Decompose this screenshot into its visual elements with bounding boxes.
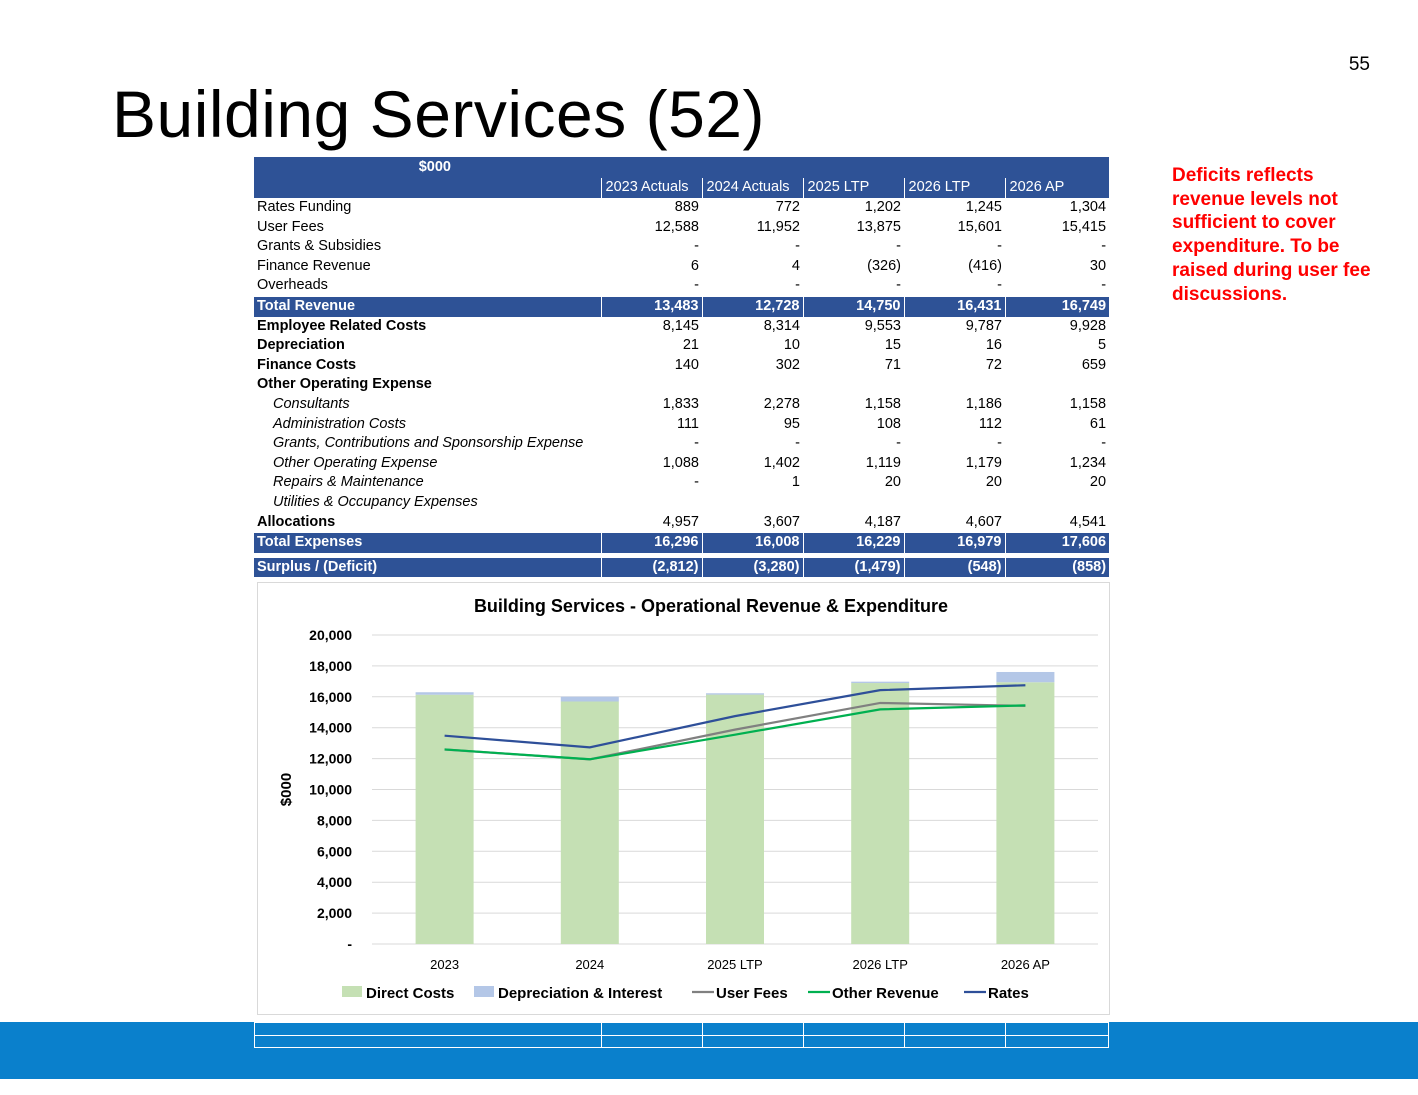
row-value: 4,187 [864, 513, 901, 530]
row-value: 16,229 [803, 533, 904, 553]
row-value: 659 [1081, 356, 1107, 373]
row-value: (326) [867, 257, 901, 274]
y-tick-label: 14,000 [309, 719, 352, 736]
row-value: 1,179 [965, 454, 1002, 471]
row-value: 1 [791, 474, 800, 491]
row-value: (416) [968, 257, 1002, 274]
row-value [803, 375, 904, 395]
y-axis-label: $000 [278, 772, 295, 807]
row-value: (858) [1005, 557, 1109, 577]
y-tick-label: - [347, 936, 352, 952]
y-tick-label: 12,000 [309, 750, 352, 767]
row-value [702, 493, 803, 513]
row-label: Total Revenue [254, 296, 601, 316]
row-label: Repairs & Maintenance [273, 474, 424, 491]
row-value: 17,606 [1005, 533, 1109, 553]
row-value: 8,145 [662, 317, 699, 334]
row-value: 1,402 [763, 454, 800, 471]
y-tick-label: 10,000 [309, 781, 352, 798]
row-value: 9,787 [965, 317, 1002, 334]
row-value [601, 493, 702, 513]
financial-table [254, 157, 1109, 577]
column-header: 2025 LTP [803, 178, 904, 198]
row-label: Employee Related Costs [257, 317, 427, 334]
y-tick-label: 2,000 [316, 905, 352, 922]
bar-direct-costs [851, 683, 909, 944]
row-label: Other Operating Expense [273, 454, 438, 471]
row-value: 15,415 [1061, 218, 1107, 235]
row-value: 16 [985, 337, 1002, 354]
row-value: 9,928 [1069, 317, 1107, 334]
row-value [1005, 375, 1109, 395]
row-value: 9,553 [864, 317, 901, 334]
row-label: Total Expenses [254, 533, 601, 553]
row-value: - [694, 238, 699, 255]
table-row [254, 276, 1109, 296]
row-value: 4,957 [662, 513, 699, 530]
row-value: 108 [876, 415, 901, 432]
row-value: 15,601 [957, 218, 1002, 235]
page-number: 55 [1348, 54, 1370, 75]
row-value: (548) [904, 557, 1005, 577]
row-value: 15 [884, 337, 901, 354]
row-value: 30 [1089, 257, 1107, 274]
table-row [254, 513, 1109, 533]
legend-label: Other Revenue [832, 985, 939, 1002]
row-value: 21 [682, 337, 699, 354]
row-value: 72 [985, 356, 1002, 373]
table-row [254, 395, 1109, 415]
row-value: 2,278 [763, 395, 800, 412]
row-value [1005, 493, 1109, 513]
row-value: 1,202 [864, 199, 901, 215]
y-tick-label: 16,000 [309, 688, 352, 705]
row-value [803, 493, 904, 513]
table-unit-header-row [254, 157, 1109, 178]
row-label: Grants & Subsidies [257, 238, 382, 255]
row-label: Consultants [273, 395, 350, 412]
row-value: 14,750 [803, 296, 904, 316]
column-header: 2026 LTP [904, 178, 1005, 198]
table-row [254, 296, 1109, 316]
y-tick-label: 8,000 [316, 812, 352, 829]
row-value: 4,607 [965, 513, 1002, 530]
y-tick-label: 18,000 [309, 657, 352, 674]
row-label: Surplus / (Deficit) [254, 557, 601, 577]
table-row [254, 336, 1109, 356]
legend-label: User Fees [716, 985, 788, 1002]
row-value: 12,588 [654, 218, 699, 235]
row-value [904, 375, 1005, 395]
row-label: Other Operating Expense [257, 376, 432, 393]
row-value: 11,952 [756, 218, 800, 235]
legend-label: Rates [988, 985, 1029, 1002]
row-value: 1,833 [662, 395, 699, 412]
row-value: 61 [1089, 415, 1107, 432]
table-row [254, 415, 1109, 435]
row-value: 8,314 [763, 317, 800, 334]
row-value: 3,607 [763, 513, 800, 530]
row-label: Allocations [257, 513, 336, 530]
table-row [254, 257, 1109, 277]
chart-title: Building Services - Operational Revenue & Expenditure [473, 596, 949, 616]
table-row [254, 317, 1109, 337]
row-value: - [694, 435, 699, 452]
row-value: 16,749 [1005, 296, 1109, 316]
row-value: - [795, 277, 800, 294]
row-value: (3,280) [702, 557, 803, 577]
bar-depreciation-interest [996, 672, 1054, 682]
bar-depreciation-interest [416, 692, 474, 694]
row-value: 12,728 [702, 296, 803, 316]
deficit-note: Deficits reflects revenue levels not sufficient to cover expenditure. To be raised during user fee discussions. [1172, 165, 1371, 305]
x-tick-label: 2026 LTP [852, 957, 908, 972]
row-value: 71 [884, 356, 901, 373]
table-row [254, 473, 1109, 493]
row-value: (2,812) [601, 557, 702, 577]
row-value: 1,119 [865, 454, 901, 471]
row-value: 111 [676, 415, 699, 432]
bar-depreciation-interest [706, 693, 764, 694]
row-value: 16,431 [904, 296, 1005, 316]
row-value: 20 [985, 474, 1002, 491]
revenue-expenditure-chart [258, 583, 1109, 1014]
column-header: 2026 AP [1005, 178, 1109, 198]
row-value: - [997, 435, 1002, 452]
row-value: 95 [783, 415, 800, 432]
row-value: - [997, 238, 1002, 255]
legend-label: Depreciation & Interest [498, 985, 663, 1002]
table-column-header-row [254, 178, 1109, 198]
legend-swatch [342, 986, 362, 997]
row-value: 1,158 [864, 395, 901, 412]
row-value: 16,296 [601, 533, 702, 553]
y-tick-label: 6,000 [316, 843, 352, 860]
chart-panel [257, 582, 1110, 1015]
table-row [254, 218, 1109, 238]
table-row [254, 493, 1109, 513]
row-value: 5 [1097, 337, 1107, 354]
row-value: 302 [775, 356, 800, 373]
row-value: - [1101, 277, 1107, 294]
bar-depreciation-interest [851, 682, 909, 683]
row-value: - [795, 238, 800, 255]
row-value: - [896, 435, 901, 452]
row-value: 13,875 [856, 218, 901, 235]
bar-direct-costs [416, 695, 474, 944]
row-value: 13,483 [601, 296, 702, 316]
row-value: - [896, 277, 901, 294]
row-label: User Fees [257, 218, 324, 235]
row-value: - [896, 238, 901, 255]
table-row [254, 356, 1109, 376]
y-tick-label: 4,000 [316, 874, 352, 891]
column-header: 2024 Actuals [702, 178, 803, 198]
table-row [254, 198, 1109, 218]
row-value [904, 493, 1005, 513]
row-value: 10 [783, 337, 800, 354]
row-value: - [795, 435, 800, 452]
x-tick-label: 2026 AP [1000, 957, 1050, 972]
row-value: 16,008 [702, 533, 803, 553]
row-value: 4,541 [1069, 513, 1107, 530]
table-row [254, 533, 1109, 553]
row-value: 1,088 [662, 454, 699, 471]
row-value: 6 [690, 257, 699, 274]
row-label: Utilities & Occupancy Expenses [273, 493, 478, 510]
row-value: 20 [1089, 474, 1107, 491]
x-tick-label: 2024 [575, 957, 605, 972]
row-value: (1,479) [803, 557, 904, 577]
row-label: Depreciation [257, 337, 345, 354]
y-tick-label: 20,000 [309, 627, 352, 643]
row-label: Grants, Contributions and Sponsorship Expense [273, 435, 584, 452]
row-value: 772 [775, 199, 800, 215]
row-value: - [694, 277, 699, 294]
table-row [254, 454, 1109, 474]
row-value: 889 [674, 199, 699, 215]
row-value: 1,304 [1069, 199, 1107, 215]
legend-label: Direct Costs [366, 985, 455, 1002]
row-value: 1,245 [965, 199, 1002, 215]
legend-swatch [474, 986, 494, 997]
row-value: 1,186 [965, 395, 1002, 412]
x-tick-label: 2023 [430, 957, 460, 972]
row-value: 1,234 [1069, 454, 1107, 471]
row-value: 4 [791, 257, 800, 274]
unit-label: $000 [254, 157, 601, 178]
table-row [254, 237, 1109, 257]
table-row [254, 375, 1109, 395]
row-value: - [1101, 435, 1107, 452]
slide-title: Building Services (52) [112, 77, 765, 151]
row-label: Rates Funding [257, 199, 352, 215]
row-value: - [694, 474, 699, 491]
row-value: 140 [674, 356, 699, 373]
row-label: Finance Revenue [257, 257, 371, 274]
table-row [254, 557, 1109, 577]
table-row [254, 434, 1109, 454]
row-value: - [997, 277, 1002, 294]
x-tick-label: 2025 LTP [707, 957, 763, 972]
row-label: Finance Costs [257, 356, 357, 373]
bar-depreciation-interest [561, 697, 619, 702]
row-value: 16,979 [904, 533, 1005, 553]
row-value: 1,158 [1069, 395, 1107, 412]
row-label: Administration Costs [273, 415, 406, 432]
bar-direct-costs [561, 701, 619, 944]
row-label: Overheads [257, 277, 328, 294]
row-value [702, 375, 803, 395]
column-header: 2023 Actuals [601, 178, 702, 198]
row-value: 112 [978, 415, 1002, 432]
row-value: - [1101, 238, 1107, 255]
row-value: 20 [884, 474, 901, 491]
bar-direct-costs [996, 682, 1054, 944]
footer-grid-lines [254, 1022, 1109, 1048]
row-value [601, 375, 702, 395]
